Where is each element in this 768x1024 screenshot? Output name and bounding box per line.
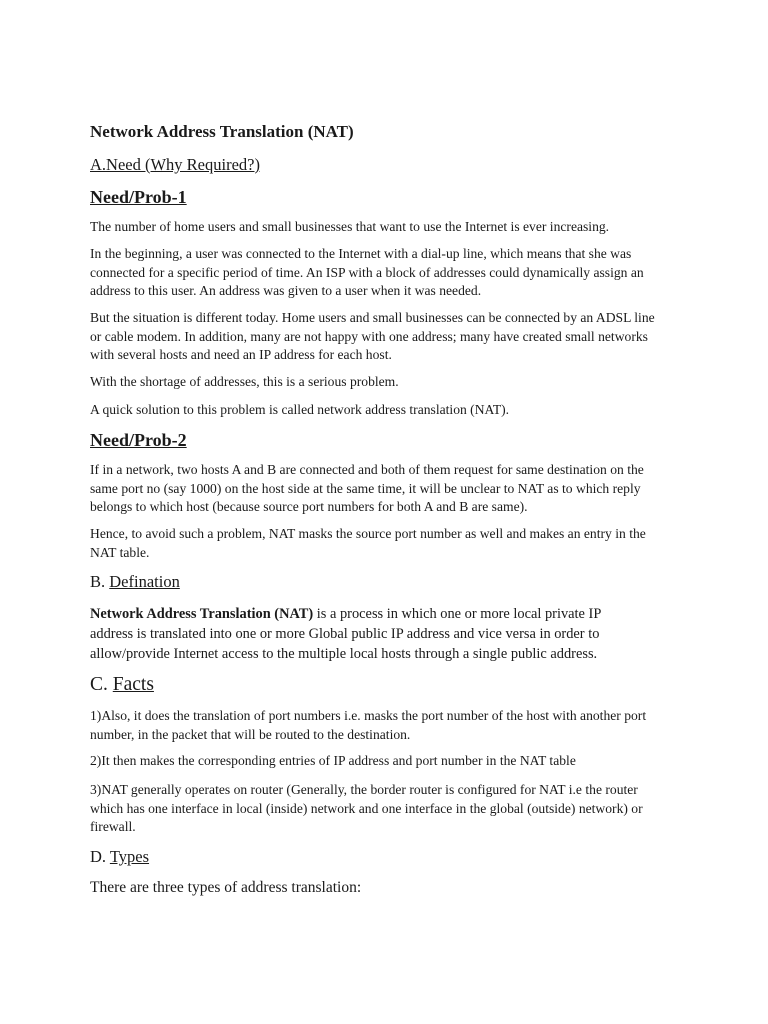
section-c-prefix: C. [90, 674, 113, 695]
prob2-paragraph-1 [90, 461, 672, 517]
section-a-heading [90, 154, 672, 176]
section-b-heading-text: Defination [109, 572, 180, 591]
types-intro: There are three types of address translation: [90, 879, 362, 896]
prob1-paragraph-1: The number of home users and small businesses that want to use the Internet is ever increasing. [90, 219, 610, 234]
definition-line-1-rest: is a process in which one or more local private IP [313, 606, 602, 622]
section-c-heading [90, 672, 672, 698]
text-line: allow/provide Internet access to the multiple local hosts through a single public address. [90, 646, 598, 662]
document-title: Network Address Translation (NAT) [90, 122, 354, 141]
prob1-paragraph-3 [90, 309, 672, 365]
text-line: with several hosts and need an IP address for each host. [90, 347, 392, 362]
section-a-heading-text: A.Need (Why Required?) [90, 155, 260, 174]
text-line: which has one interface in local (inside) network and one interface in the global (outside) network) or [90, 800, 643, 816]
text-line: address is translated into one or more Global public IP address and vice versa in order to [90, 626, 600, 642]
section-d-heading-text: Types [109, 847, 150, 866]
prob1-paragraph-2 [90, 245, 672, 301]
text-line: connected for a specific period of time. An ISP with a block of addresses could dynamically assign an [90, 264, 644, 280]
section-b-heading [90, 571, 672, 593]
text-line: same port no (say 1000) on the host side at the same time, it will be unclear to NAT as to which reply [90, 480, 641, 496]
fact-3 [90, 781, 672, 837]
text-line: Hence, to avoid such a problem, NAT masks the source port number as well and makes an entry in the [90, 526, 646, 541]
text-line [90, 604, 672, 624]
text-line: or cable modem. In addition, many are not happy with one address; many have created small networks [90, 328, 648, 344]
section-d-heading [90, 846, 672, 868]
text-line: address to this user. An address was given to a user when it was needed. [90, 283, 482, 298]
prob1-paragraph-5: A quick solution to this problem is called network address translation (NAT). [90, 402, 510, 417]
prob1-paragraph-4: With the shortage of addresses, this is a serious problem. [90, 374, 399, 389]
text-line: belongs to which host (because source port numbers for both A and B are same). [90, 499, 528, 514]
section-b-prefix: B. [90, 572, 110, 591]
prob2-paragraph-2 [90, 525, 672, 562]
text-line: If in a network, two hosts A and B are connected and both of them request for same destination on the [90, 462, 644, 477]
prob1-heading: Need/Prob-1 [90, 187, 187, 207]
text-line: But the situation is different today. Home users and small businesses can be connected by an ADSL line [90, 310, 655, 325]
text-line: 3)NAT generally operates on router (Generally, the border router is configured for NAT i.e the router [90, 782, 638, 797]
fact-2: 2)It then makes the corresponding entries of IP address and port number in the NAT table [90, 753, 576, 768]
fact-1 [90, 707, 672, 744]
prob2-heading: Need/Prob-2 [90, 430, 187, 450]
text-line: NAT table. [90, 544, 150, 560]
text-line: firewall. [90, 819, 136, 834]
definition-bold-lead: Network Address Translation (NAT) [90, 606, 314, 622]
text-line: number, in the packet that will be routed to the destination. [90, 726, 411, 742]
text-line: In the beginning, a user was connected to the Internet with a dial-up line, which means that she was [90, 246, 632, 261]
section-d-prefix: D. [90, 847, 110, 866]
section-c-heading-text: Facts [112, 674, 154, 695]
definition-paragraph [90, 604, 672, 664]
text-line: 1)Also, it does the translation of port numbers i.e. masks the port number of the host with another port [90, 708, 647, 723]
